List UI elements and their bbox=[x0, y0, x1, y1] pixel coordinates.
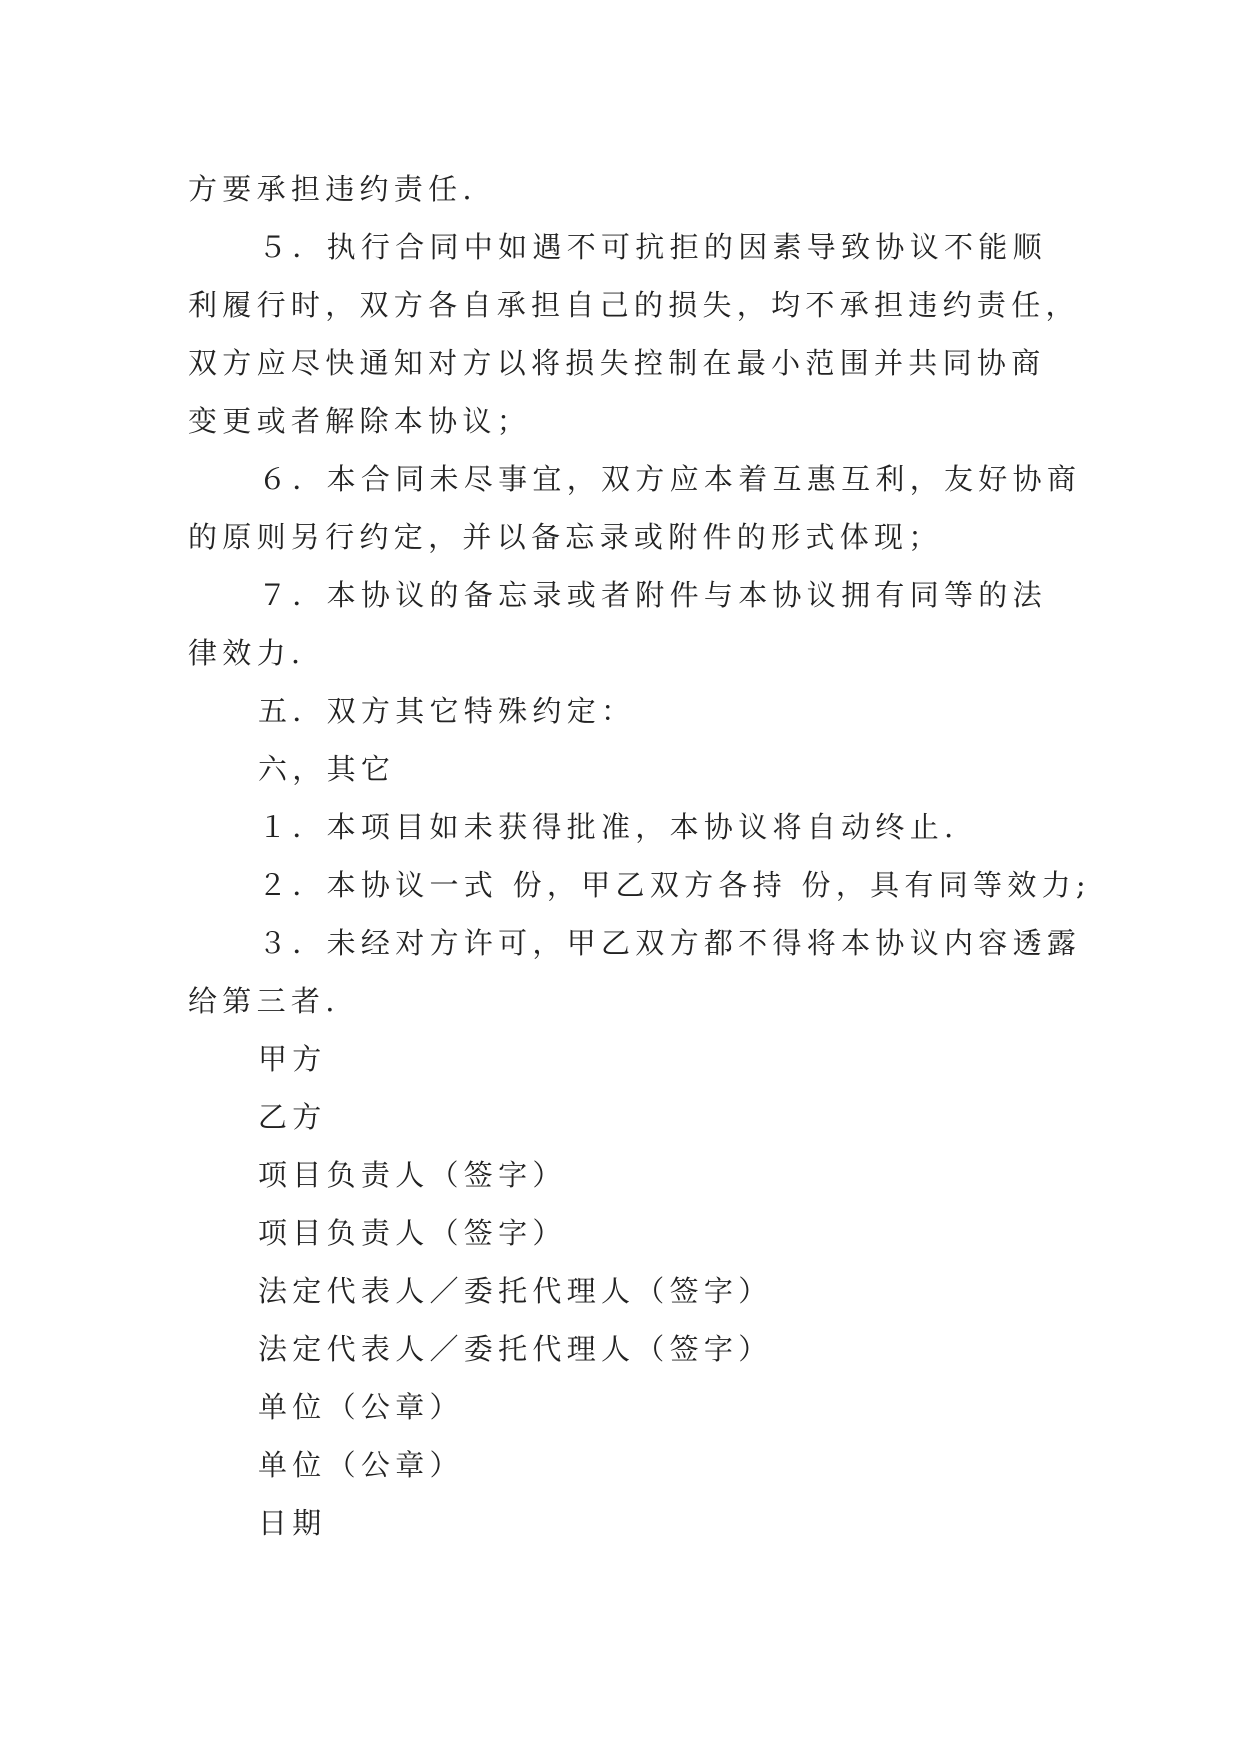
company-seal-label: 单位（公章） bbox=[258, 1448, 464, 1482]
section-heading-6: 六，其它 bbox=[258, 752, 396, 786]
clause-7: ７．本协议的备忘录或者附件与本协议拥有同等的法 bbox=[258, 578, 1047, 612]
text-line: 给第三者. bbox=[188, 984, 340, 1018]
text-line: 利履行时，双方各自承担自己的损失，均不承担违约责任， bbox=[188, 288, 1080, 322]
party-b-label: 乙方 bbox=[258, 1100, 327, 1134]
text-line: 的原则另行约定，并以备忘录或附件的形式体现； bbox=[188, 520, 943, 554]
text-line: 双方应尽快通知对方以将损失控制在最小范围并共同协商 bbox=[188, 346, 1046, 380]
clause-5: ５．执行合同中如遇不可抗拒的因素导致协议不能顺 bbox=[258, 230, 1047, 264]
text-line: 方要承担违约责任. bbox=[188, 172, 477, 206]
legal-representative-signature-label: 法定代表人／委托代理人（签字） bbox=[258, 1332, 773, 1366]
text-line: 变更或者解除本协议； bbox=[188, 404, 532, 438]
section-heading-5: 五．双方其它特殊约定： bbox=[258, 694, 636, 728]
party-a-label: 甲方 bbox=[258, 1042, 327, 1076]
document-body bbox=[188, 160, 1092, 1552]
date-label: 日期 bbox=[258, 1506, 327, 1540]
other-clause-3: ３．未经对方许可，甲乙双方都不得将本协议内容透露 bbox=[258, 926, 1082, 960]
company-seal-label: 单位（公章） bbox=[258, 1390, 464, 1424]
clause-6: ６．本合同未尽事宜，双方应本着互惠互利，友好协商 bbox=[258, 462, 1082, 496]
project-lead-signature-label: 项目负责人（签字） bbox=[258, 1158, 567, 1192]
text-line: 律效力. bbox=[188, 636, 306, 670]
project-lead-signature-label: 项目负责人（签字） bbox=[258, 1216, 567, 1250]
other-clause-1: １．本项目如未获得批准，本协议将自动终止. bbox=[258, 810, 959, 844]
legal-representative-signature-label: 法定代表人／委托代理人（签字） bbox=[258, 1274, 773, 1308]
other-clause-2: ２．本协议一式 份，甲乙双方各持 份，具有同等效力; bbox=[258, 868, 1092, 902]
